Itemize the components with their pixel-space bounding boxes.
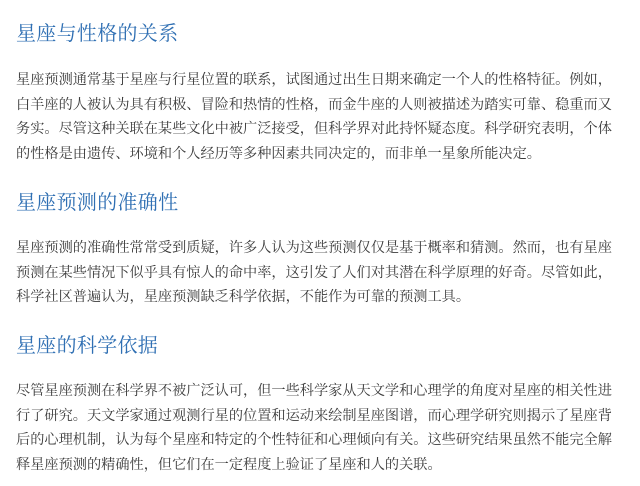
paragraph-line: 的性格是由遗传、环境和个人经历等多种因素共同决定的，而非单一星象所能决定。 <box>16 145 541 162</box>
section-paragraph-scientific-basis <box>16 379 628 477</box>
section-title-scientific-basis: 星座的科学依据 <box>16 333 159 357</box>
section-paragraph-personality <box>16 68 628 166</box>
section-paragraph-accuracy <box>16 236 628 310</box>
paragraph-line: 尽管星座预测在科学界不被广泛认可，但一些科学家从天文学和心理学的角度对星座的相关性进 <box>16 383 612 399</box>
paragraph-line: 科学社区普遍认为，星座预测缺乏科学依据，不能作为可靠的预测工具。 <box>16 289 471 305</box>
paragraph-line: 预测在某些情况下似乎具有惊人的命中率，这引发了人们对其潜在科学原理的好奇。尽管如此， <box>16 264 612 281</box>
section-title-personality: 星座与性格的关系 <box>16 21 179 45</box>
paragraph-line: 行了研究。天文学家通过观测行星的位置和运动来绘制星座图谱，而心理学研究则揭示了星座背 <box>16 407 612 424</box>
paragraph-line: 释星座预测的精确性，但它们在一定程度上验证了星座和人的关联。 <box>16 456 442 473</box>
paragraph-line: 后的心理机制，认为每个星座和特定的个性特征和心理倾向有关。这些研究结果虽然不能完全解 <box>16 432 612 448</box>
section-title-accuracy: 星座预测的准确性 <box>16 190 179 214</box>
paragraph-line: 星座预测通常基于星座与行星位置的联系，试图通过出生日期来确定一个人的性格特征。例如， <box>16 72 612 88</box>
paragraph-line: 星座预测的准确性常常受到质疑，许多人认为这些预测仅仅是基于概率和猜测。然而，也有星座 <box>16 240 612 256</box>
paragraph-line: 白羊座的人被认为具有积极、冒险和热情的性格，而金牛座的人则被描述为踏实可靠、稳重而又 <box>16 96 612 113</box>
paragraph-line: 务实。尽管这种关联在某些文化中被广泛接受，但科学界对此持怀疑态度。科学研究表明，个体 <box>16 121 612 137</box>
